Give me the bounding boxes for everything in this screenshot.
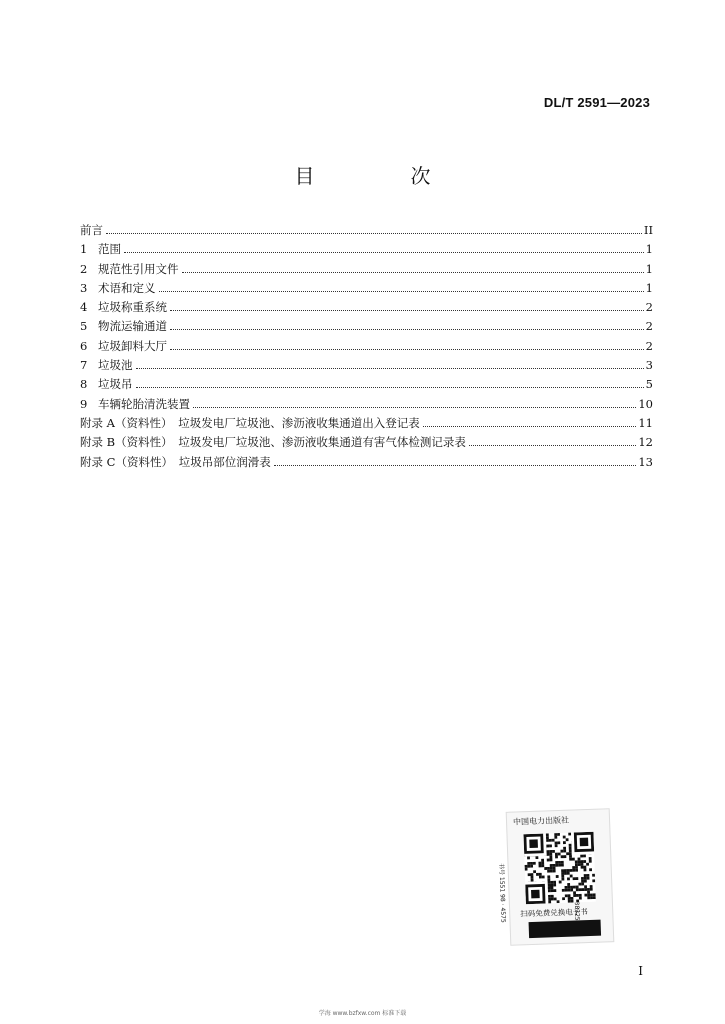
toc-leader-dots	[170, 349, 644, 350]
toc-entry-label: 规范性引用文件	[98, 261, 179, 276]
toc-leader-dots	[469, 445, 637, 446]
publisher-logo: 中国电力出版社	[512, 815, 570, 827]
toc-entry[interactable]	[80, 376, 653, 395]
toc-leader-dots	[136, 387, 644, 388]
toc-entry-number: 3	[80, 280, 88, 295]
toc-entry-label: 垃圾吊	[98, 377, 133, 392]
toc-entry[interactable]	[80, 222, 653, 241]
toc-entry-page: 1	[645, 261, 653, 276]
toc-entry-page: 11	[638, 415, 653, 430]
qr-caption: 扫码免费兑换电子书	[520, 907, 588, 919]
toc-entry-label: 垃圾称重系统	[98, 300, 167, 315]
page-number: I	[638, 964, 643, 978]
toc-entry-label: 垃圾卸料大厅	[98, 338, 167, 353]
toc-entry-page: 10	[638, 396, 653, 411]
toc-entry-page: II	[643, 223, 653, 237]
toc-entry-page: 3	[645, 358, 653, 373]
toc-entry-label: 术语和定义	[98, 280, 156, 295]
toc-entry-label: 附录 B（资料性） 垃圾发电厂垃圾池、渗沥液收集通道有害气体检测记录表	[80, 435, 466, 450]
toc-entry-page: 2	[645, 338, 653, 353]
qr-book-number: 书号 1551 98 · 4575	[497, 862, 507, 923]
toc-leader-dots	[136, 368, 644, 369]
toc-entry[interactable]	[80, 280, 653, 299]
toc-entry-page: 5	[645, 377, 653, 392]
toc-entry[interactable]	[80, 241, 653, 260]
toc-entry-page: 12	[638, 435, 653, 450]
toc-entry[interactable]	[80, 299, 653, 318]
toc-entry[interactable]	[80, 396, 653, 415]
watermark: 学海 www.bzfxw.com 标准下载	[318, 1010, 407, 1017]
toc-leader-dots	[170, 310, 644, 311]
toc-entry[interactable]	[80, 261, 653, 280]
table-of-contents	[80, 222, 653, 473]
toc-entry-number: 6	[80, 338, 88, 353]
toc-entry-label: 范围	[98, 242, 121, 257]
toc-leader-dots	[274, 465, 637, 466]
document-code: DL/T 2591—2023	[543, 95, 650, 110]
toc-entry-page: 2	[645, 319, 653, 334]
toc-entry[interactable]	[80, 454, 653, 473]
toc-entry-label: 物流运输通道	[98, 319, 167, 334]
toc-entry-number: 2	[80, 261, 88, 276]
toc-entry-number: 9	[80, 396, 88, 411]
qr-code-icon[interactable]	[523, 832, 595, 904]
toc-entry-number: 8	[80, 377, 88, 392]
toc-entry-label: 前言	[80, 223, 103, 237]
scratch-code-area	[529, 920, 602, 939]
toc-leader-dots	[193, 407, 636, 408]
toc-title: 目 次	[294, 164, 469, 188]
toc-entry[interactable]	[80, 415, 653, 434]
toc-entry-label: 垃圾池	[98, 358, 133, 373]
qr-promo	[497, 808, 615, 946]
toc-entry-page: 1	[645, 280, 653, 295]
toc-entry-number: 7	[80, 358, 88, 373]
toc-leader-dots	[124, 252, 644, 253]
toc-leader-dots	[182, 272, 644, 273]
toc-leader-dots	[106, 233, 642, 234]
toc-entry-page: 2	[645, 300, 653, 315]
toc-entry-label: 车辆轮胎清洗装置	[98, 396, 190, 411]
toc-entry-number: 4	[80, 300, 88, 315]
toc-entry-page: 1	[645, 242, 653, 257]
toc-entry[interactable]	[80, 338, 653, 357]
toc-entry-page: 13	[638, 454, 653, 469]
toc-leader-dots	[159, 291, 644, 292]
toc-entry[interactable]	[80, 434, 653, 453]
toc-entry-label: 附录 A（资料性） 垃圾发电厂垃圾池、渗沥液收集通道出入登记表	[80, 415, 420, 430]
toc-entry[interactable]	[80, 357, 653, 376]
toc-entry-number: 1	[80, 242, 88, 257]
toc-entry-number: 5	[80, 319, 88, 334]
toc-leader-dots	[170, 329, 644, 330]
toc-entry-label: 附录 C（资料性） 垃圾吊部位润滑表	[80, 454, 271, 469]
toc-entry[interactable]	[80, 318, 653, 337]
toc-leader-dots	[423, 426, 637, 427]
